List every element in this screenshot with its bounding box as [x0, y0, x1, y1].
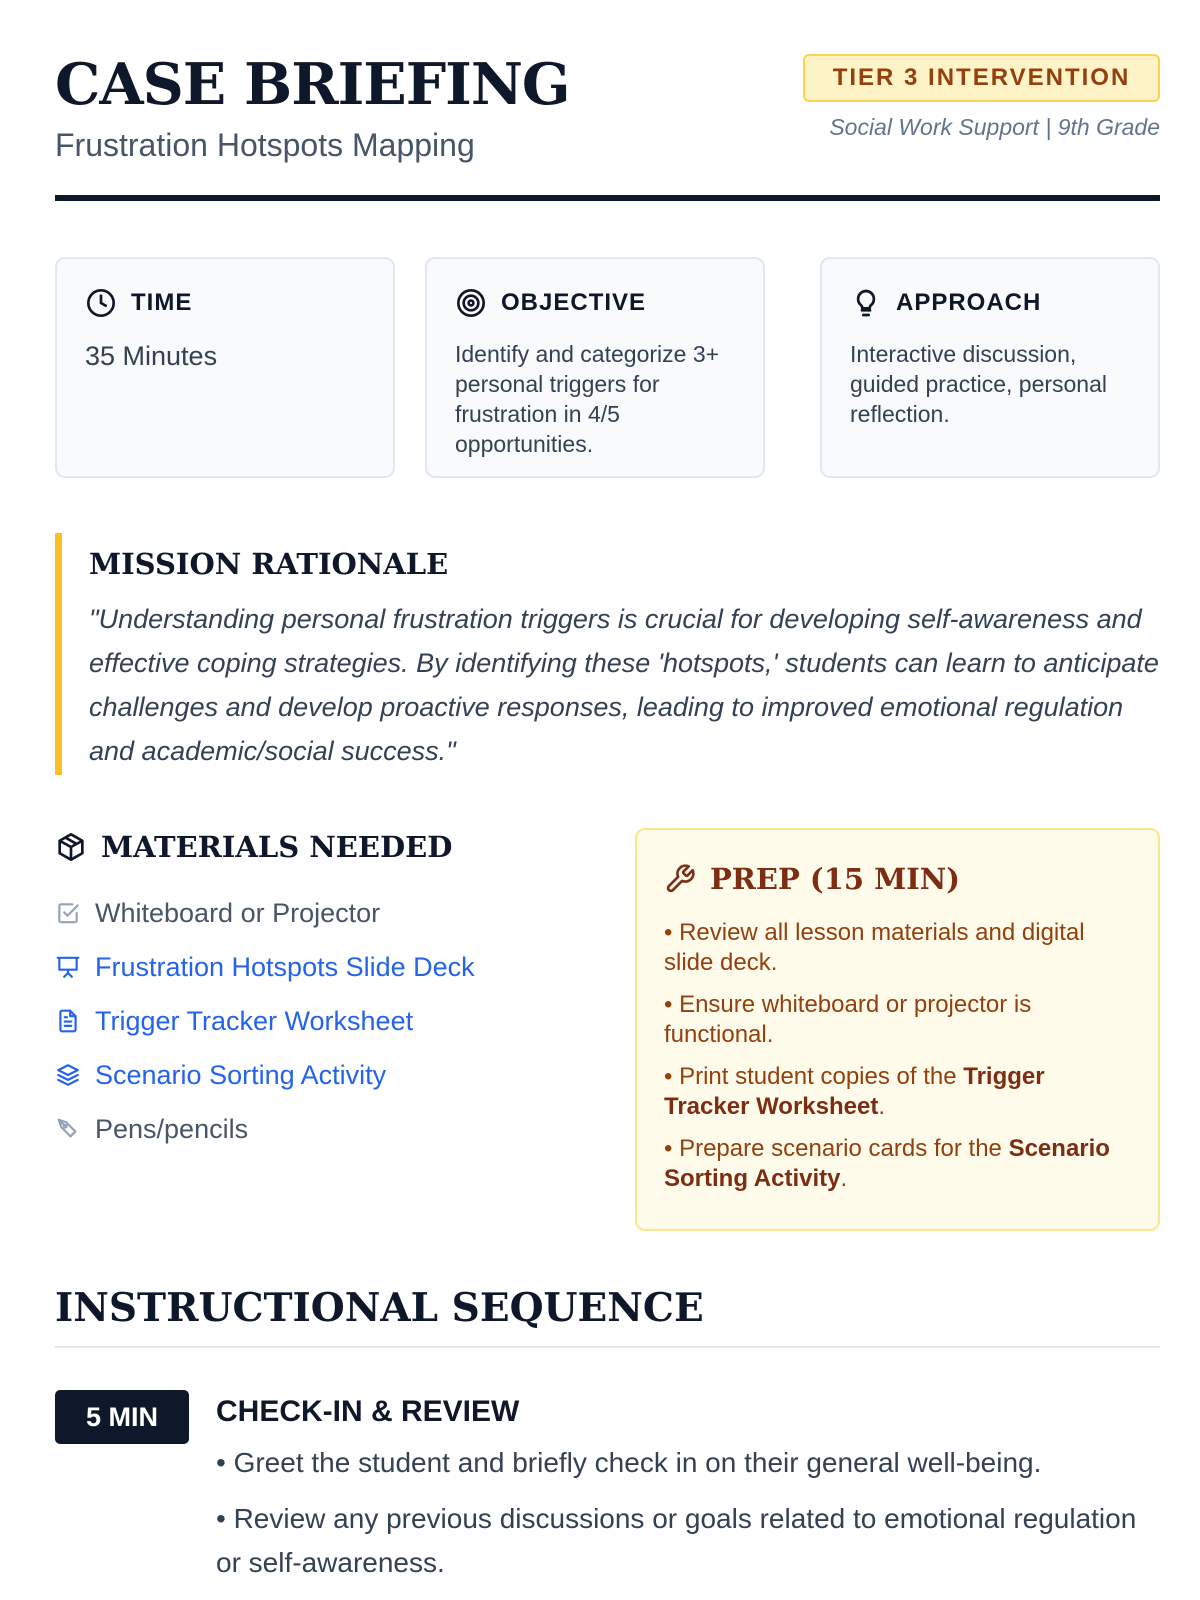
- page-subtitle: Frustration Hotspots Mapping: [55, 127, 475, 163]
- step-item: • Greet the student and briefly check in on their general well-being.: [216, 1447, 1042, 1478]
- time-card-label: TIME: [131, 289, 193, 316]
- approach-card: [820, 257, 1160, 478]
- material-label: Pens/pencils: [95, 1113, 249, 1144]
- pen-icon: [55, 1116, 81, 1142]
- material-link-worksheet[interactable]: [55, 994, 615, 1048]
- layers-icon: [55, 1062, 81, 1088]
- material-label: Scenario Sorting Activity: [95, 1059, 387, 1090]
- mission-rationale: [55, 533, 1160, 775]
- prep-item: • Ensure whiteboard or projector is functional.: [664, 991, 1032, 1048]
- materials-section: [55, 830, 615, 1156]
- prep-item-emphasis: Trigger Tracker Worksheet: [664, 1063, 1045, 1120]
- presentation-icon: [55, 954, 81, 980]
- lightbulb-icon: [850, 287, 882, 319]
- approach-card-text: Interactive discussion, guided practice, personal reflection.: [850, 341, 1107, 427]
- material-item: [55, 886, 615, 940]
- sequence-divider: [55, 1346, 1160, 1348]
- header: [55, 0, 1160, 205]
- step-time-badge: 5 MIN: [55, 1390, 189, 1444]
- prep-item: • Print student copies of the Trigger Tracker Worksheet.: [664, 1063, 1045, 1120]
- sequence-title: INSTRUCTIONAL SEQUENCE: [55, 1285, 704, 1331]
- material-link-sorting-activity[interactable]: [55, 1048, 615, 1102]
- material-label: Frustration Hotspots Slide Deck: [95, 951, 475, 982]
- objective-card-text: Identify and categorize 3+ personal triggers for frustration in 4/5 opportunities.: [455, 341, 720, 457]
- rationale-quote: "Understanding personal frustration triggers is crucial for developing self-awareness and effective coping strategies. By identifying these 'hotspots,' students can learn to anticipate challenges and develop proactive responses, leading to improved emotional regulation and academic/social success.": [89, 604, 1159, 766]
- page-title: CASE BRIEFING: [55, 51, 570, 118]
- time-card-text: 35 Minutes: [85, 341, 218, 371]
- material-label: Whiteboard or Projector: [95, 897, 381, 928]
- document-icon: [55, 1008, 81, 1034]
- time-card: [55, 257, 395, 478]
- material-label: Trigger Tracker Worksheet: [95, 1005, 414, 1036]
- prep-item: • Prepare scenario cards for the Scenario Sorting Activity.: [664, 1135, 1110, 1192]
- case-briefing-page: [55, 0, 1160, 1578]
- prep-item: • Review all lesson materials and digital slide deck.: [664, 919, 1085, 976]
- prep-item-emphasis: Scenario Sorting Activity: [664, 1135, 1110, 1192]
- context-label: Social Work Support | 9th Grade: [829, 114, 1160, 140]
- materials-title: MATERIALS NEEDED: [101, 830, 453, 864]
- material-item: [55, 1102, 615, 1156]
- package-icon: [55, 831, 87, 863]
- material-link-slide-deck[interactable]: [55, 940, 615, 994]
- clock-icon: [85, 287, 117, 319]
- header-divider: [55, 195, 1160, 201]
- objective-card-label: OBJECTIVE: [501, 289, 647, 316]
- wrench-icon: [664, 863, 696, 895]
- tier-badge: TIER 3 INTERVENTION: [803, 54, 1160, 102]
- prep-box: [635, 828, 1160, 1231]
- rationale-title: MISSION RATIONALE: [89, 547, 449, 581]
- checkbox-icon: [55, 900, 81, 926]
- step-item: • Review any previous discussions or goals related to emotional regulation or self-awareness.: [216, 1503, 1137, 1578]
- target-icon: [455, 287, 487, 319]
- prep-title: PREP (15 MIN): [710, 862, 960, 896]
- objective-card: [425, 257, 765, 478]
- approach-card-label: APPROACH: [896, 289, 1042, 316]
- step-title: CHECK-IN & REVIEW: [216, 1395, 520, 1428]
